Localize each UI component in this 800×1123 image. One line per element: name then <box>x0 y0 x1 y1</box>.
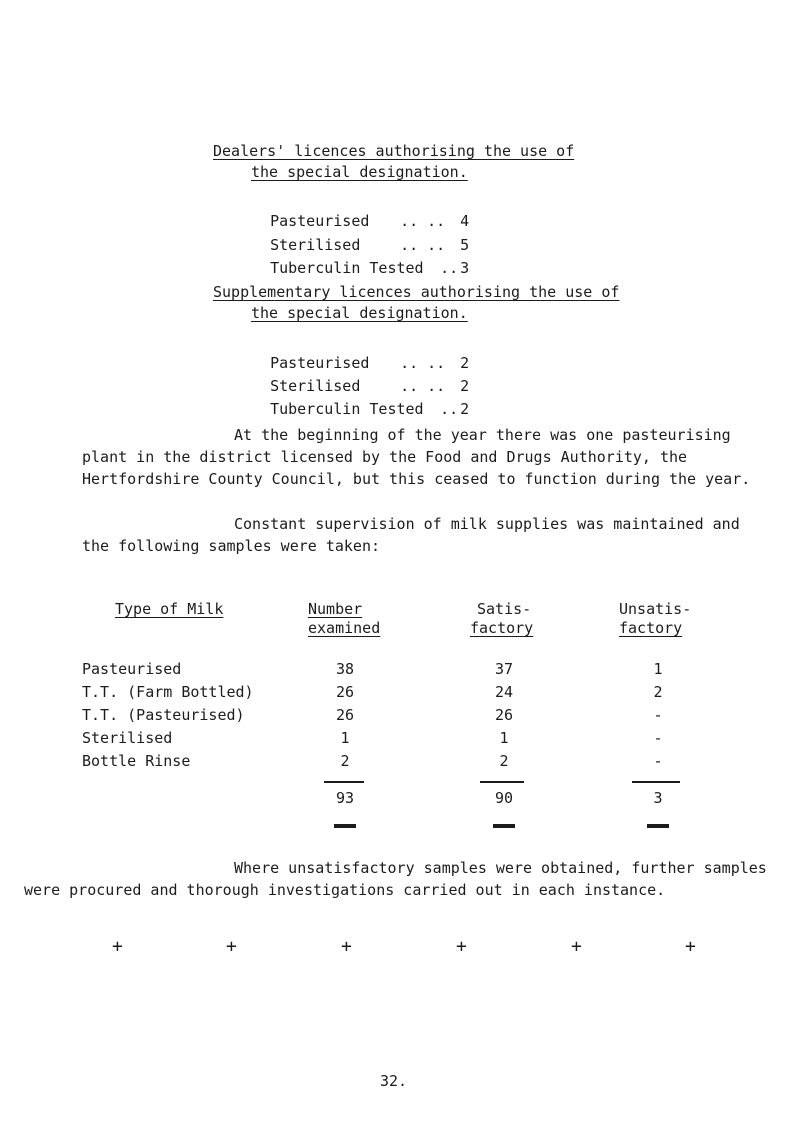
leader-dots: .. .. <box>400 354 446 372</box>
total-rule <box>480 781 524 783</box>
supplementary-heading-line2: the special designation. <box>251 304 468 322</box>
table-cell-type: Bottle Rinse <box>82 752 191 770</box>
table-header-type: Type of Milk <box>115 600 224 618</box>
paragraph-unsatisfactory-samples <box>24 857 784 901</box>
dealers-row-tuberculin <box>252 246 469 276</box>
separator-cross: + <box>112 936 123 957</box>
total-double-rule <box>493 824 515 828</box>
leader-dots: .. .. <box>400 377 446 395</box>
licence-count: 5 <box>460 236 470 254</box>
licence-count: 3 <box>460 259 470 277</box>
supplementary-heading-line1: Supplementary licences authorising the use of <box>213 283 620 301</box>
table-total-unsatis: 3 <box>653 789 663 807</box>
licence-name: Tuberculin Tested <box>270 400 424 418</box>
paragraph-supervision <box>82 513 772 557</box>
licence-count: 2 <box>460 377 470 395</box>
table-header-satis-line1: Satis- <box>477 600 532 618</box>
licence-name: Tuberculin Tested <box>270 259 424 277</box>
page-number: 32. <box>380 1072 408 1090</box>
table-cell-unsatis: 2 <box>653 683 663 701</box>
leader-dots: .. <box>440 400 459 418</box>
licence-name: Sterilised <box>270 377 361 395</box>
separator-cross: + <box>571 936 582 957</box>
table-cell-satis: 24 <box>494 683 514 701</box>
table-cell-type: Pasteurised <box>82 660 182 678</box>
table-cell-number: 26 <box>335 683 355 701</box>
licence-name: Pasteurised <box>270 354 370 372</box>
table-cell-number: 26 <box>335 706 355 724</box>
table-cell-satis: 2 <box>499 752 509 770</box>
table-total-satis: 90 <box>494 789 514 807</box>
table-header-satis-line2: factory <box>470 619 534 637</box>
leader-dots: .. .. <box>400 236 446 254</box>
dealers-heading-line1: Dealers' licences authorising the use of <box>213 142 575 160</box>
table-cell-type: T.T. (Pasteurised) <box>82 706 245 724</box>
paragraph-text: At the beginning of the year there was one pasteurising plant in the district licensed by the Food and Drugs Authority, the Hertfordshire County Council, but this ceased to function during the year. <box>82 426 751 488</box>
table-cell-unsatis: 1 <box>653 660 663 678</box>
leader-dots: .. <box>440 259 459 277</box>
table-header-number-line2: examined <box>308 619 381 637</box>
total-rule <box>632 781 680 783</box>
table-cell-satis: 37 <box>494 660 514 678</box>
leader-dots: .. .. <box>400 212 446 230</box>
table-cell-number: 2 <box>340 752 350 770</box>
supplementary-row-tuberculin <box>252 387 469 417</box>
table-cell-type: Sterilised <box>82 729 173 747</box>
table-cell-number: 38 <box>335 660 355 678</box>
total-rule <box>324 781 364 783</box>
table-cell-unsatis: - <box>653 706 663 724</box>
licence-count: 2 <box>460 400 470 418</box>
table-header-number-line1: Number <box>308 600 363 618</box>
dealers-heading-line2: the special designation. <box>251 163 468 181</box>
table-cell-number: 1 <box>340 729 350 747</box>
paragraph-text: Constant supervision of milk supplies was maintained and the following samples were taken: <box>82 515 740 555</box>
table-cell-satis: 1 <box>499 729 509 747</box>
table-cell-satis: 26 <box>494 706 514 724</box>
table-total-number: 93 <box>335 789 355 807</box>
separator-cross: + <box>456 936 467 957</box>
table-header-unsatis-line1: Unsatis- <box>619 600 692 618</box>
separator-cross: + <box>685 936 696 957</box>
paragraph-text: Where unsatisfactory samples were obtained, further samples were procured and thorough investigations carried out in each instance. <box>24 859 767 899</box>
licence-name: Pasteurised <box>270 212 370 230</box>
licence-name: Sterilised <box>270 236 361 254</box>
separator-cross: + <box>341 936 352 957</box>
paragraph-pasteurising-plant <box>82 424 772 490</box>
separator-cross: + <box>226 936 237 957</box>
licence-count: 2 <box>460 354 470 372</box>
total-double-rule <box>647 824 669 828</box>
licence-count: 4 <box>460 212 470 230</box>
total-double-rule <box>334 824 356 828</box>
table-cell-unsatis: - <box>653 729 663 747</box>
table-cell-type: T.T. (Farm Bottled) <box>82 683 254 701</box>
table-cell-unsatis: - <box>653 752 663 770</box>
table-header-unsatis-line2: factory <box>619 619 683 637</box>
